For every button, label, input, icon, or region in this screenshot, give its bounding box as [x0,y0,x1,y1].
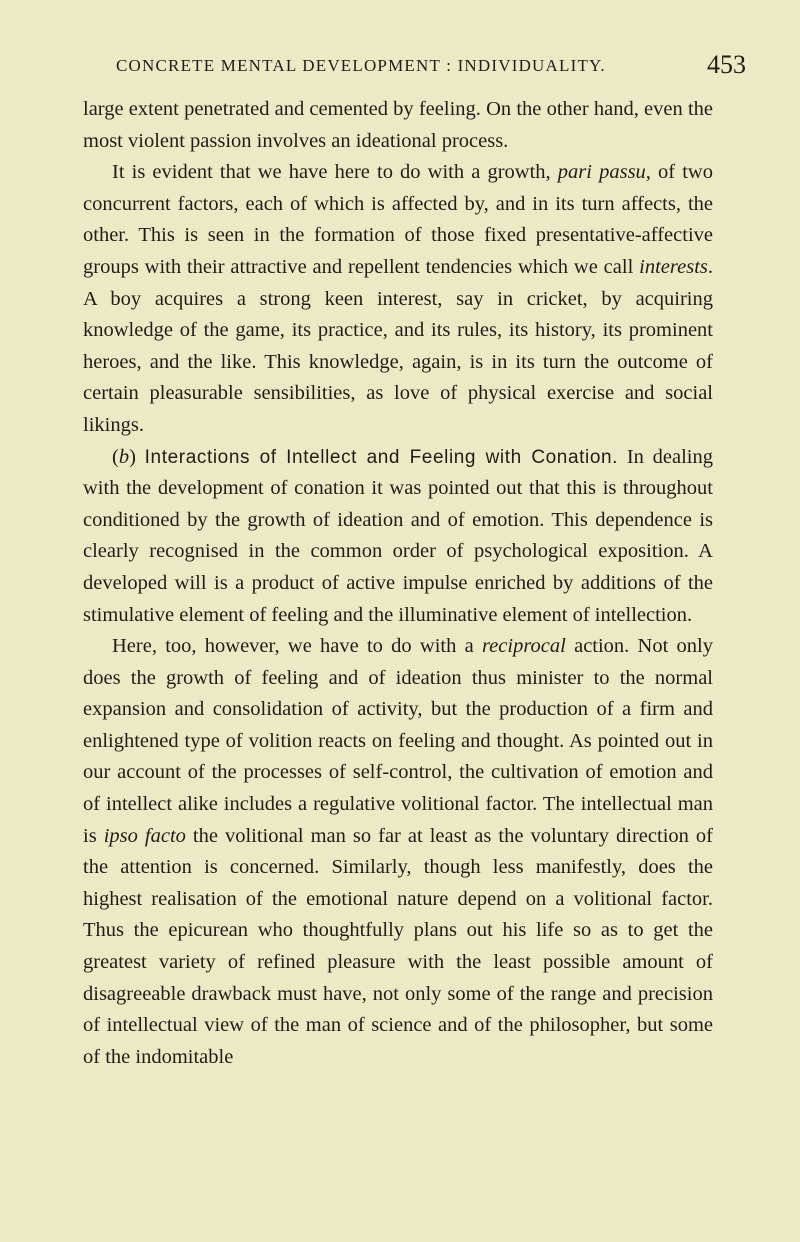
italic-reciprocal: reciprocal [481,635,566,658]
body-text [83,94,713,1073]
section-label-close: ) [129,445,136,468]
paragraph-4 [83,631,713,1073]
section-label-open: ( [112,445,119,468]
page-header [116,50,746,84]
paragraph-4-text-1: Here, too, however, we have to do with a [112,635,482,658]
paragraph-1: large extent penetrated and cemented by feeling. On the other hand, even the most violent passion involves an ideational process. [83,98,713,152]
paragraph-2 [83,157,713,441]
paragraph-2-text-1: It is evident that we have here to do with a growth, [112,161,558,184]
italic-ipso-facto: ipso facto [103,824,186,847]
paragraph-4-text-3: the volitional man so far at least as the voluntary direction of the attention is concerned. Similarly, though less manifestly, does the highest realisation of the emotional nature depend on a volitional factor. Thus the epicurean who thoughtfully plans out his life so as to get the greatest variety of refined pleasure with the least possible amount of disagreeable drawback must have, not only some of the range and precision of intellectual view of the man of science and of the philosopher, but some of the indomitable [83,824,713,1068]
paragraph-2-text-3: . A boy acquires a strong keen interest, say in cricket, by acquiring knowledge of the game, its practice, and its rules, its history, its prominent heroes, and the like. This knowledge, again, is in its turn the outcome of certain pleasurable sensibilities, as love of physical exercise and social likings. [83,255,713,436]
italic-interests: interests [639,255,708,278]
section-label-letter: b [118,445,130,468]
section-heading: Interactions of Intellect and Feeling with Conation. [144,446,619,468]
italic-pari-passu: pari passu [557,161,646,184]
paragraph-2-text-2: , of two concurrent factors, each of which is affected by, and in its turn affects, the other. This is seen in the formation of those fixed presentative-affective groups with their attractive and repellent tendencies which we call [83,161,713,278]
paragraph-3-text: In dealing with the development of conation it was pointed out that this is throughout conditioned by the growth of ideation and of emotion. This dependence is clearly recognised in the common order of psychological exposition. A developed will is a product of active impulse enriched by additions of the stimulative element of feeling and the illuminative element of intellection. [83,445,714,626]
page-number: 453 [707,50,746,79]
paragraph-3 [83,442,713,632]
paragraph-4-text-2: action. Not only does the growth of feeling and of ideation thus minister to the normal expansion and consolidation of activity, but the production of a firm and enlightened type of volition reacts on feeling and thought. As pointed out in our account of the processes of self-control, the cultivation of emotion and of intellect alike includes a regulative volitional factor. The intellectual man is [83,635,713,847]
running-head: CONCRETE MENTAL DEVELOPMENT : INDIVIDUALITY. [116,56,606,75]
